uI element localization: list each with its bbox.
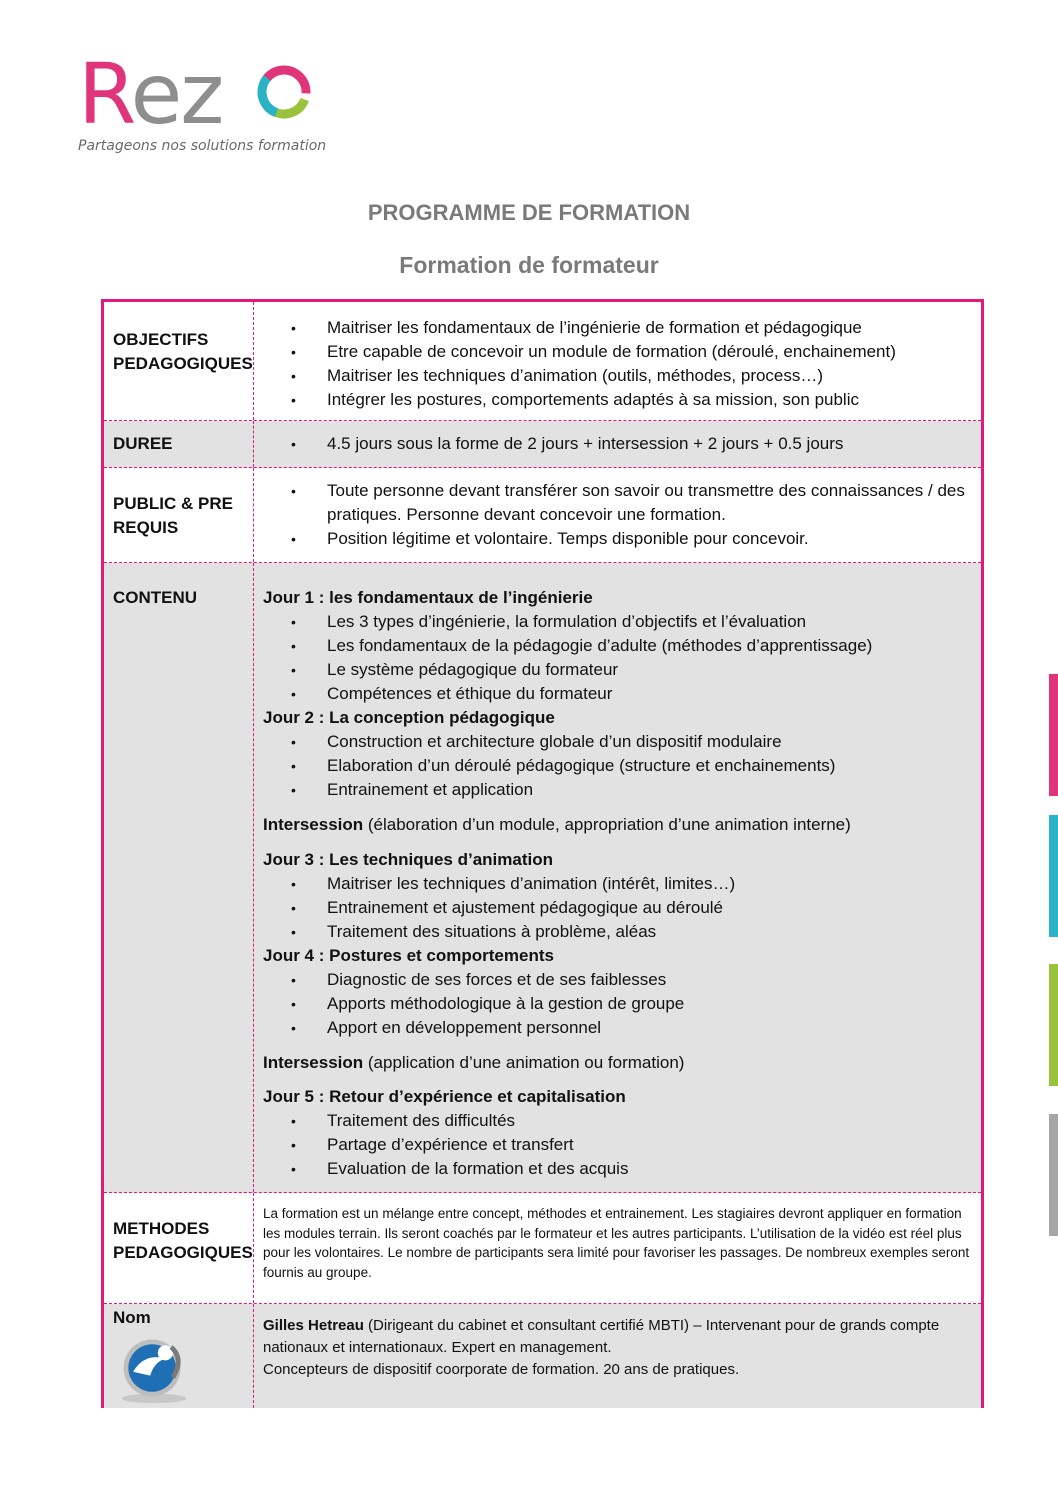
side-bar-cyan (1049, 815, 1058, 937)
label-contenu: CONTENU (104, 563, 254, 1192)
rezo-logo (78, 45, 327, 162)
content-methodes (254, 1193, 981, 1303)
side-bar-grey (1049, 1114, 1058, 1236)
day-title: Jour 2 : La conception pédagogique (263, 708, 555, 727)
logo-wordmark: Rez (78, 45, 223, 143)
day-title: Jour 5 : Retour d’expérience et capitalisation (263, 1087, 626, 1106)
list-item: • Etre capable de concevoir un module de formation (déroulé, enchainement) (263, 340, 973, 364)
content-duree (254, 421, 981, 467)
list-item: • Les fondamentaux de la pédagogie d’adulte (méthodes d’apprentissage) (263, 634, 973, 658)
content-nom (254, 1304, 981, 1408)
page-title: PROGRAMME DE FORMATION (367, 200, 691, 225)
row-contenu (104, 563, 981, 1193)
list-item: • Le système pédagogique du formateur (263, 658, 973, 682)
side-bar-pink (1049, 674, 1058, 796)
content-objectifs (254, 302, 981, 420)
list-item: • 4.5 jours sous la forme de 2 jours + intersession + 2 jours + 0.5 jours (263, 432, 973, 456)
list-item: • Evaluation de la formation et des acquis (263, 1157, 973, 1181)
list-item: • Traitement des difficultés (263, 1109, 973, 1133)
methodes-text: La formation est un mélange entre concept, méthodes et entrainement. Les stagiaires devront appliquer en formation les modules terrain. Ils seront coachés par le formateur et les autres participants. L’utilisation de la vidéo est réel plus pour les volontaires. Le nombre de participants sera limité pour favoriser les passages. De nombreux exemples seront fournis au groupe. (263, 1206, 970, 1280)
row-nom (104, 1304, 981, 1408)
list-item: • Les 3 types d’ingénierie, la formulation d’objectifs et l’évaluation (263, 610, 973, 634)
row-methodes (104, 1193, 981, 1304)
trainer-experience: Concepteurs de dispositif coorporate de formation. 20 ans de pratiques. (263, 1361, 740, 1378)
list-item: • Entrainement et application (263, 778, 973, 802)
content-public (254, 468, 981, 562)
logo-tagline: Partageons nos solutions formation (78, 138, 327, 154)
list-item: • Maitriser les techniques d’animation (intérêt, limites…) (263, 872, 973, 896)
label-objectifs: OBJECTIFS PEDAGOGIQUES (104, 302, 254, 420)
day-title: Jour 1 : les fondamentaux de l’ingénierie (263, 588, 593, 607)
day-title: Jour 4 : Postures et comportements (263, 946, 554, 965)
list-item: • Elaboration d’un déroulé pédagogique (structure et enchainements) (263, 754, 973, 778)
label-methodes: METHODES PEDAGOGIQUES (104, 1193, 254, 1303)
trainer-avatar-icon (116, 1330, 192, 1406)
row-public (104, 468, 981, 563)
day-title: Jour 3 : Les techniques d’animation (263, 850, 553, 869)
list-item: • Position légitime et volontaire. Temps disponible pour concevoir. (263, 527, 973, 551)
list-item: • Partage d’expérience et transfert (263, 1133, 973, 1157)
list-item: • Construction et architecture globale d’un dispositif modulaire (263, 730, 973, 754)
list-item: • Entrainement et ajustement pédagogique au déroulé (263, 896, 973, 920)
program-table (101, 299, 984, 1408)
list-item: • Diagnostic de ses forces et de ses faiblesses (263, 968, 973, 992)
list-item: • Apports méthodologique à la gestion de groupe (263, 992, 973, 1016)
label-duree: DUREE (104, 421, 254, 467)
list-item: • Traitement des situations à problème, aléas (263, 920, 973, 944)
intersession-note: Intersession (application d’une animation ou formation) (263, 1053, 685, 1072)
content-contenu (254, 563, 981, 1192)
row-objectifs (104, 302, 981, 421)
list-item: • Apport en développement personnel (263, 1016, 973, 1040)
list-item: • Maitriser les fondamentaux de l’ingénierie de formation et pédagogique (263, 316, 973, 340)
side-bar-green (1049, 964, 1058, 1086)
label-nom: Nom (104, 1304, 254, 1408)
list-item: • Toute personne devant transférer son savoir ou transmettre des connaissances / des pratiques. Personne devant concevoir une formation. (263, 479, 973, 527)
label-public: PUBLIC & PRE REQUIS (104, 468, 254, 562)
trainer-description: Gilles Hetreau (Dirigeant du cabinet et consultant certifié MBTI) – Intervenant pour de grands compte nationaux et internationaux. Expert en management. (263, 1317, 940, 1356)
logo-swirl-icon (256, 64, 312, 120)
list-item: • Maitriser les techniques d’animation (outils, méthodes, process…) (263, 364, 973, 388)
intersession-note: Intersession (élaboration d’un module, appropriation d’une animation interne) (263, 815, 851, 834)
list-item: • Intégrer les postures, comportements adaptés à sa mission, son public (263, 388, 973, 412)
row-duree (104, 421, 981, 468)
page-subtitle: Formation de formateur (399, 252, 659, 278)
list-item: • Compétences et éthique du formateur (263, 682, 973, 706)
